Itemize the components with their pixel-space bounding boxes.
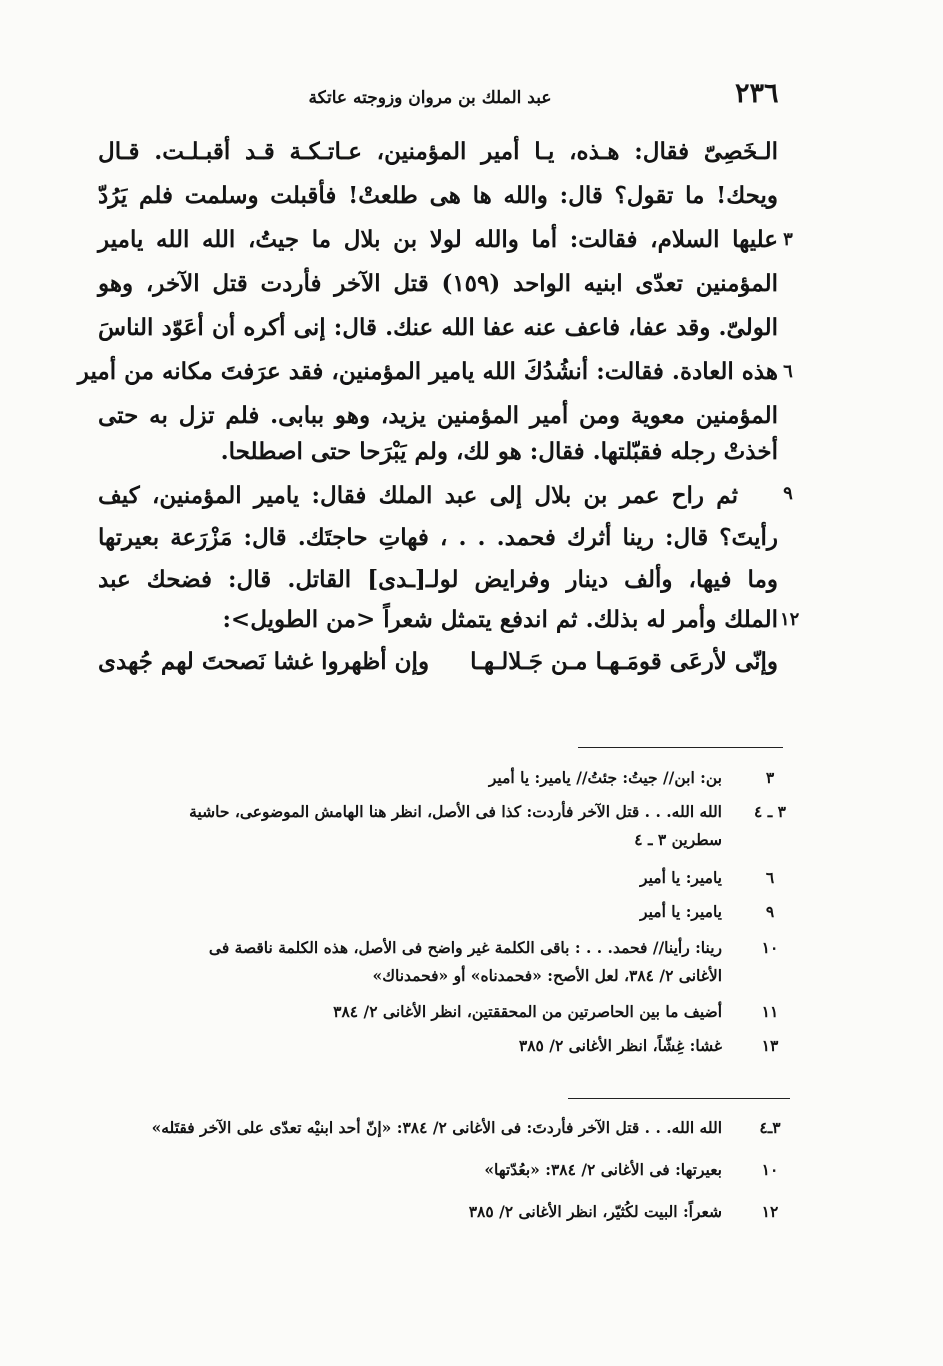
body-line: الـخَصِىّ فقال: هـذه، يـا أمير المؤمنين، عـاتـكـة قـد أقبـلـت. قـال [98, 138, 778, 165]
body-line: المؤمنين معوية ومن أمير المؤمنين يزيد، وهو ببابى. فلم تزل به حتى [98, 402, 778, 429]
footnote-number: ٣ [765, 768, 775, 787]
footnote-row [100, 1156, 800, 1184]
line-number: ٣ [783, 229, 793, 250]
footnote-row [100, 798, 800, 826]
footnote-number: ١٢ [761, 1202, 779, 1221]
footnote-row [100, 764, 800, 792]
footnote-text-continued: سطرين ٣ ـ ٤ [634, 830, 722, 849]
page-header [280, 78, 790, 118]
footnote-number: ٣ ـ ٤ [754, 802, 786, 821]
footnote-text: أضيف ما بين الحاصرتين من المحققتين، انظر الأغانى ٢/ ٣٨٤ [333, 1002, 722, 1021]
footnote-row [100, 998, 800, 1026]
running-title: عبد الملك بن مروان وزوجته عاتكة [308, 88, 552, 108]
body-line: المؤمنين تعدّى ابنيه الواحد (١٥٩) قتل الآخر فأردت قتل الآخر، وهو [98, 270, 778, 297]
footnote-rule [578, 747, 783, 748]
footnote-number: ٦ [765, 868, 775, 887]
footnote-text: يامير: يا أمير [640, 902, 722, 921]
footnote-row [100, 898, 800, 926]
verse-first-hemistich: وإنّى لأرعَى قومَـهـا مـن جَـلالـهـا [470, 648, 778, 675]
body-line: الملك وأمر له بذلك. ثم اندفع يتمثل شعراً <من الطويل>: [222, 606, 778, 633]
footnote-text: شعراً: البيت لكُثيّر، انظر الأغانى ٢/ ٣٨٥ [468, 1202, 722, 1221]
footnote-text: الله الله. . . قتل الآخر فأردتَ: فى الأغانى ٢/ ٣٨٤: «إنّ أحد ابنيْه تعدّى على الآخر فقتَله» [151, 1118, 722, 1137]
body-line: هذه العادة. فقالت: أنشُدُكَ الله يامير المؤمنين، فقد عرَفتَ مكانه من أمير [77, 358, 778, 385]
footnote-text: الله الله. . . قتل الآخر فأردت: كذا فى الأصل، انظر هنا الهامش الموضوعى، حاشية [189, 802, 722, 821]
footnote-row [100, 1032, 800, 1060]
footnote-rule [568, 1098, 790, 1099]
line-number: ٦ [783, 361, 793, 382]
footnote-number: ١٠ [761, 1160, 779, 1179]
body-line: ثم راح عمر بن بلال إلى عبد الملك فقال: يامير المؤمنين، كيف [98, 482, 738, 509]
footnote-row [100, 934, 800, 962]
footnote-row [100, 962, 800, 990]
body-line: ويحك! ما تقول؟ قال: والله ها هى طلعتْ! فأقبلت وسلمت فلم يَرُدّ [98, 182, 778, 209]
body-line: عليها السلام، فقالت: أما والله لولا بن بلال ما جيتُ، الله الله يامير [98, 226, 778, 253]
footnote-row [100, 1114, 800, 1142]
footnote-row [100, 864, 800, 892]
footnote-number: ١١ [761, 1002, 779, 1021]
verse-second-hemistich: وإن أظهروا غشا نَصحتَ لهم جُهدى [98, 648, 430, 675]
page-number: ٢٣٦ [735, 78, 779, 109]
footnote-row [100, 1198, 800, 1226]
footnote-number: ١٣ [761, 1036, 779, 1055]
body-line: أخذتْ رجله فقبّلتها. فقال: هو لك، ولم يَبْرَحا حتى اصطلحا. [220, 438, 778, 465]
footnote-number: ٣ـ٤ [759, 1118, 781, 1137]
footnote-text: بن: ابن// جيتُ: جئتُ// يامير: يا أمير [488, 768, 722, 787]
footnote-number: ٩ [765, 902, 775, 921]
body-line: وما فيها، وألف دينار وفرايض لولـ[ـدى] القاتل. قال: فضحك عبد [98, 566, 778, 593]
body-line: الولىّ. وقد عفا، فاعف عنه عفا الله عنك. قال: إنى أكره أن أعَوّد الناسَ [98, 314, 778, 341]
footnote-row [100, 826, 800, 854]
footnote-text: غشا: غِشّاً، انظر الأغانى ٢/ ٣٨٥ [518, 1036, 722, 1055]
footnote-text-continued: الأغانى ٢/ ٣٨٤، لعل الأصح: «فحمدناه» أو «فحمدناك» [372, 966, 722, 985]
footnote-text: يامير: يا أمير [640, 868, 722, 887]
footnote-number: ١٠ [761, 938, 779, 957]
body-line: رأيتَ؟ قال: رينا أثرك فحمد. . . ، فهاتِ حاجتَك. قال: مَزْرَعة بعيرتها [98, 524, 778, 551]
line-number: ١٢ [780, 609, 800, 630]
footnote-text: رينا: رأينا// فحمد. . . : باقى الكلمة غير واضح فى الأصل، هذه الكلمة ناقصة فى [208, 938, 722, 957]
verse-line [98, 640, 778, 684]
line-number: ٩ [783, 483, 793, 504]
footnote-text: بعيرتها: فى الأغانى ٢/ ٣٨٤: «بعُدّتها» [484, 1160, 722, 1179]
